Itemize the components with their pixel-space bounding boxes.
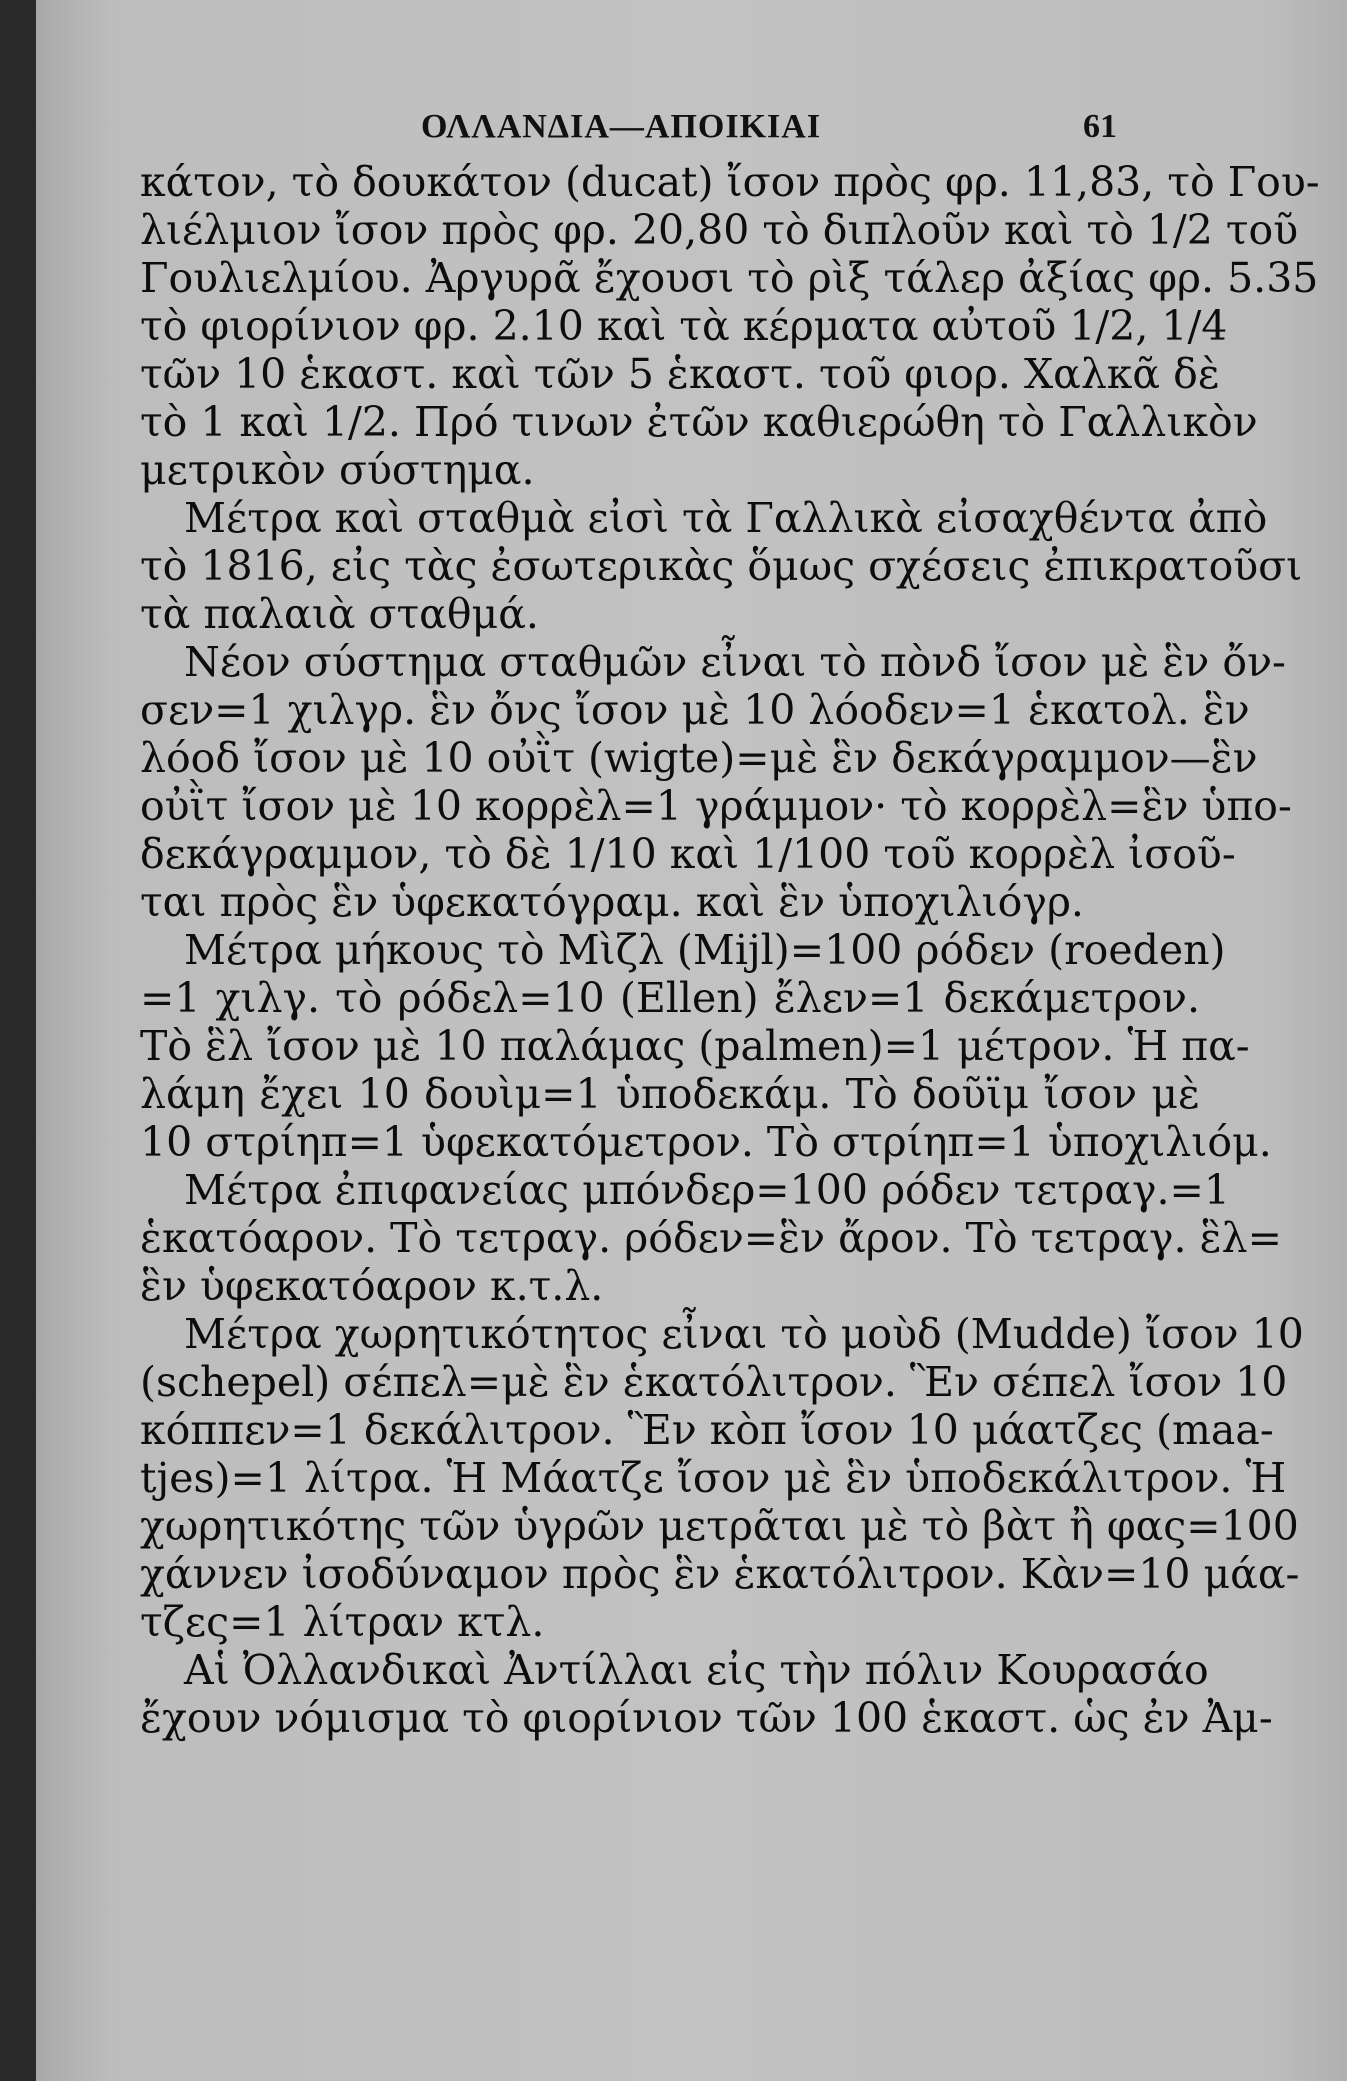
text-line: Αἱ Ὀλλανδικαὶ Ἀντίλλαι εἰς τὴν πόλιν Κουρασάο <box>184 1646 1209 1694</box>
text-line: tjes)=1 λίτρα. Ἡ Μάατζε ἴσον μὲ ἓν ὑποδεκάλιτρον. Ἡ <box>140 1454 1287 1502</box>
text-line: οὐῒτ ἴσον μὲ 10 κορρὲλ=1 γράμμον· τὸ κορρὲλ=ἓν ὑπο- <box>140 782 1292 830</box>
text-line: Γουλιελμίου. Ἀργυρᾶ ἔχουσι τὸ ρὶξ τάλερ ἀξίας φρ. 5.35 <box>140 254 1319 302</box>
text-line: Τὸ ἓλ ἴσον μὲ 10 παλάμας (palmen)=1 μέτρον. Ἡ πα- <box>140 1022 1250 1070</box>
text-line: 10 στρίηπ=1 ὑφεκατόμετρον. Τὸ στρίηπ=1 ὑποχιλιόμ. <box>140 1118 1272 1166</box>
text-line: λιέλμιον ἴσον πρὸς φρ. 20,80 τὸ διπλοῦν καὶ τὸ 1/2 τοῦ <box>140 206 1299 254</box>
page-number: 61 <box>1083 108 1117 145</box>
body-text <box>140 158 1320 1742</box>
text-line: τὸ φιορίνιον φρ. 2.10 καὶ τὰ κέρματα αὐτοῦ 1/2, 1/4 <box>140 302 1228 350</box>
text-line: κάτον, τὸ δουκάτον (ducat) ἴσον πρὸς φρ. 11,83, τὸ Γου- <box>140 158 1320 206</box>
text-line: =1 χιλγ. τὸ ρόδελ=10 (Ellen) ἔλεν=1 δεκάμετρον. <box>140 974 1200 1022</box>
text-line: λόοδ ἴσον μὲ 10 οὐῒτ (wigte)=μὲ ἓν δεκάγραμμον—ἓν <box>140 734 1258 782</box>
text-line: Μέτρα ἐπιφανείας μπόνδερ=100 ρόδεν τετραγ.=1 <box>184 1166 1230 1214</box>
text-line: ἓν ὑφεκατόαρον κ.τ.λ. <box>140 1262 604 1310</box>
text-line: δεκάγραμμον, τὸ δὲ 1/10 καὶ 1/100 τοῦ κορρὲλ ἰσοῦ- <box>140 830 1236 878</box>
text-line: ἔχουν νόμισμα τὸ φιορίνιον τῶν 100 ἑκαστ. ὡς ἐν Ἀμ- <box>140 1694 1273 1742</box>
text-line: Νέον σύστημα σταθμῶν εἶναι τὸ πὸνδ ἴσον μὲ ἓν ὄν- <box>184 638 1286 686</box>
text-line: τὰ παλαιὰ σταθμά. <box>140 590 539 638</box>
text-line: Μέτρα καὶ σταθμὰ εἰσὶ τὰ Γαλλικὰ εἰσαχθέντα ἀπὸ <box>184 494 1268 542</box>
text-line: λάμη ἔχει 10 δουὶμ=1 ὑποδεκάμ. Τὸ δοῦϊμ ἴσον μὲ <box>140 1070 1200 1118</box>
text-line: μετρικὸν σύστημα. <box>140 446 535 494</box>
book-page <box>36 0 1347 2081</box>
text-line: τὸ 1 καὶ 1/2. Πρό τινων ἐτῶν καθιερώθη τὸ Γαλλικὸν <box>140 398 1258 446</box>
text-line: ται πρὸς ἓν ὑφεκατόγραμ. καὶ ἓν ὑποχιλιόγρ. <box>140 878 1084 926</box>
text-line: τὸ 1816, εἰς τὰς ἐσωτερικὰς ὅμως σχέσεις ἐπικρατοῦσι <box>140 542 1303 590</box>
text-line: χάννεν ἰσοδύναμον πρὸς ἓν ἑκατόλιτρον. Κὰν=10 μάα- <box>140 1550 1300 1598</box>
text-line: (schepel) σέπελ=μὲ ἓν ἑκατόλιτρον. Ἓν σέπελ ἴσον 10 <box>140 1358 1288 1406</box>
text-line: τῶν 10 ἑκαστ. καὶ τῶν 5 ἑκαστ. τοῦ φιορ. Χαλκᾶ δὲ <box>140 350 1220 398</box>
page-header <box>36 108 1347 148</box>
running-title: ΟΛΛΑΝΔΙΑ—ΑΠΟΙΚΙΑΙ <box>421 108 822 145</box>
text-line: Μέτρα μήκους τὸ Μὶζλ (Mijl)=100 ρόδεν (roeden) <box>184 926 1226 974</box>
text-line: Μέτρα χωρητικότητος εἶναι τὸ μοὺδ (Mudde) ἴσον 10 <box>184 1310 1304 1358</box>
text-line: χωρητικότης τῶν ὑγρῶν μετρᾶται μὲ τὸ βὰτ ἢ φας=100 <box>140 1502 1299 1550</box>
text-line: σεν=1 χιλγρ. ἓν ὄνς ἴσον μὲ 10 λόοδεν=1 ἑκατολ. ἓν <box>140 686 1250 734</box>
text-line: τζες=1 λίτραν κτλ. <box>140 1598 545 1646</box>
text-line: ἑκατόαρον. Τὸ τετραγ. ρόδεν=ἓν ἄρον. Τὸ τετραγ. ἓλ= <box>140 1214 1282 1262</box>
text-line: κόππεν=1 δεκάλιτρον. Ἓν κὸπ ἴσον 10 μάατζες (maa- <box>140 1406 1274 1454</box>
